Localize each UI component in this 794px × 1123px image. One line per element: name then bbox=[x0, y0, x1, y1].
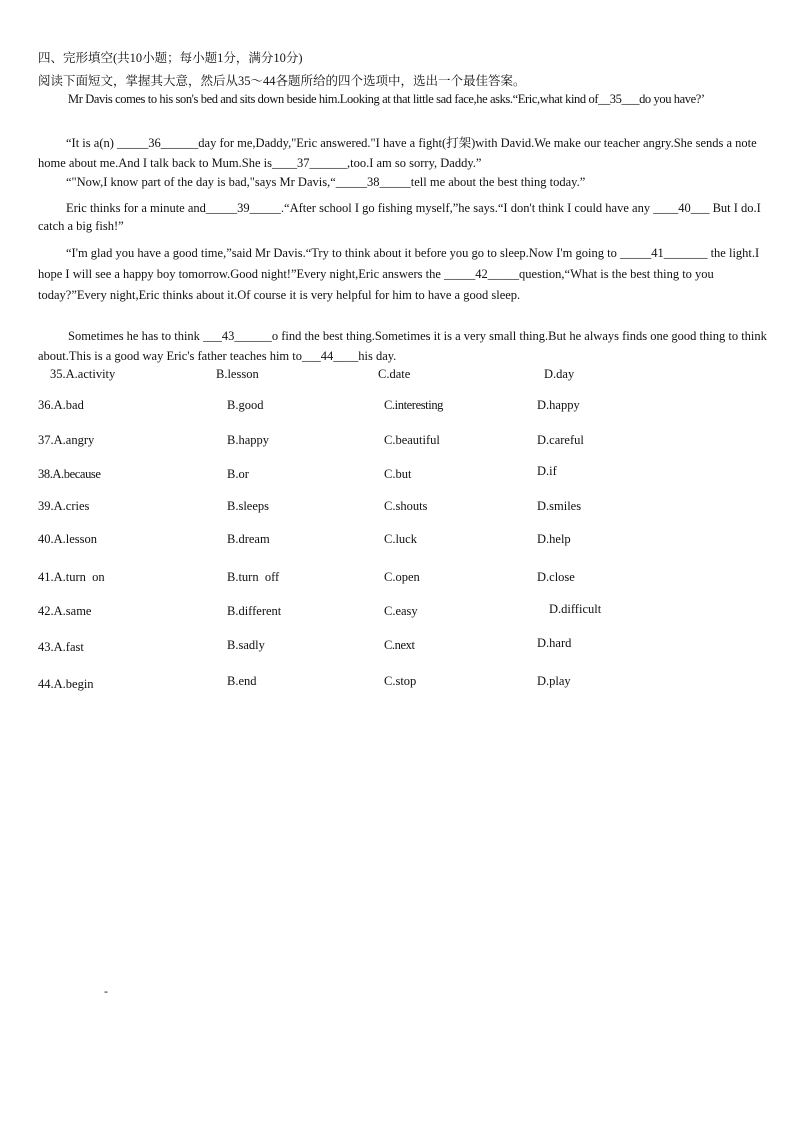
blank-42: _____42_____ bbox=[444, 267, 520, 281]
option-row-38 bbox=[0, 464, 794, 485]
passage-text: o find the best thing.Sometimes it is a very small thing.But he always finds one good thing to think about.This is a good way Eric's father teaches him to bbox=[38, 329, 767, 363]
option-c: C.interesting bbox=[384, 398, 444, 412]
option-a: 41.A.turn on bbox=[38, 570, 105, 584]
passage-text: tell me about the best thing today.” bbox=[410, 175, 586, 189]
option-d: D.help bbox=[537, 532, 571, 546]
option-c: C.date bbox=[378, 367, 411, 381]
option-row-41 bbox=[0, 570, 794, 588]
passage-text: “"Now,I know part of the day is bad,"says Mr Davis,“ bbox=[66, 175, 336, 189]
option-b: B.turn off bbox=[227, 570, 280, 584]
footer-mark: - bbox=[104, 984, 108, 998]
passage-paragraph-4 bbox=[38, 199, 783, 235]
option-a: 37.A.angry bbox=[38, 433, 95, 447]
option-b: B.different bbox=[227, 604, 282, 618]
option-d: D.difficult bbox=[549, 602, 602, 616]
option-b: B.sleeps bbox=[227, 499, 270, 513]
option-c: C.shouts bbox=[384, 499, 428, 513]
option-d: D.play bbox=[537, 674, 571, 688]
option-a: 36.A.bad bbox=[38, 398, 84, 412]
option-row-40 bbox=[0, 532, 794, 550]
blank-38: _____38_____ bbox=[335, 175, 411, 189]
option-d: D.hard bbox=[537, 636, 572, 650]
passage-paragraph-3 bbox=[38, 174, 783, 190]
passage-paragraph-2 bbox=[38, 133, 783, 173]
option-b: B.good bbox=[227, 398, 264, 412]
blank-43: ___43______ bbox=[203, 329, 272, 343]
option-c: C.easy bbox=[384, 604, 418, 618]
section-title: 四、完形填空(共10小题；每小题1分，满分10分) bbox=[38, 51, 303, 65]
option-d: D.happy bbox=[537, 398, 580, 412]
blank-40: ____40___ bbox=[653, 201, 710, 215]
passage-text: But I do.I catch a big fish!” bbox=[38, 201, 761, 233]
blank-44: ___44____ bbox=[301, 349, 359, 363]
passage-paragraph-6 bbox=[38, 326, 783, 366]
option-a: 35.A.activity bbox=[50, 367, 116, 381]
option-a: 38.A.because bbox=[38, 467, 101, 481]
passage-text: “It is a(n) bbox=[66, 136, 114, 150]
option-b: B.or bbox=[227, 467, 249, 481]
passage-text: day for me,Daddy,"Eric answered."I have a fight(打架)with David.We make our teacher angry.She sends a note home about me.And I talk back to Mum.She is bbox=[38, 136, 757, 170]
option-row-39 bbox=[0, 499, 794, 517]
blank-35: __35___ bbox=[598, 92, 640, 106]
option-c: C.next bbox=[384, 638, 415, 652]
option-a: 43.A.fast bbox=[38, 640, 84, 654]
option-a: 39.A.cries bbox=[38, 499, 90, 513]
option-c: C.stop bbox=[384, 674, 417, 688]
passage-text: Mr Davis comes to his son's bed and sits down beside him.Looking at that little sad face,he asks.“Eric,what kind of bbox=[68, 92, 599, 106]
option-a: 42.A.same bbox=[38, 604, 92, 618]
option-d: D.close bbox=[537, 570, 575, 584]
passage-text: .“After school I go fishing myself,”he says.“I don't think I could have any bbox=[280, 201, 651, 215]
passage-paragraph-5 bbox=[38, 243, 783, 306]
option-row-42 bbox=[0, 604, 794, 622]
passage-text: the light.I hope I will see a happy boy tomorrow.Good night!”Every night,Eric answers the bbox=[38, 246, 760, 281]
option-b: B.end bbox=[227, 674, 257, 688]
option-c: C.beautiful bbox=[384, 433, 440, 447]
option-row-35 bbox=[0, 367, 794, 385]
option-a: 44.A.begin bbox=[38, 677, 94, 691]
option-d: D.smiles bbox=[537, 499, 582, 513]
option-row-37 bbox=[0, 433, 794, 451]
passage-text: Sometimes he has to think bbox=[68, 329, 200, 343]
option-row-44 bbox=[0, 674, 794, 692]
option-row-43 bbox=[0, 638, 794, 656]
option-c: C.but bbox=[384, 467, 412, 481]
option-b: B.happy bbox=[227, 433, 270, 447]
passage-text: do you have?’ bbox=[639, 92, 705, 106]
option-a: 40.A.lesson bbox=[38, 532, 98, 546]
blank-41: _____41_______ bbox=[619, 246, 708, 260]
passage-text: “I'm glad you have a good time,”said Mr Davis.“Try to think about it before you go to sleep.Now I'm going to bbox=[66, 246, 617, 260]
option-b: B.sadly bbox=[227, 638, 265, 652]
blank-39: _____39_____ bbox=[205, 201, 281, 215]
passage-paragraph-1 bbox=[38, 91, 783, 107]
passage-text: ,too.I am so sorry, Daddy.” bbox=[347, 156, 482, 170]
passage-text: his day. bbox=[358, 349, 397, 363]
section-instruction: 阅读下面短文，掌握其大意，然后从35～44各题所给的四个选项中，选出一个最佳答案。 bbox=[38, 74, 526, 88]
option-b: B.lesson bbox=[216, 367, 259, 381]
option-d: D.day bbox=[544, 367, 575, 381]
blank-36: _____36______ bbox=[117, 136, 199, 150]
option-row-36 bbox=[0, 398, 794, 416]
option-d: D.if bbox=[537, 464, 557, 478]
blank-37: ____37______ bbox=[272, 156, 347, 170]
passage-text: question,“What is the best thing to you today?”Every night,Eric thinks about it.Of course it is very helpful for him to have a good sleep. bbox=[38, 267, 714, 302]
option-c: C.open bbox=[384, 570, 420, 584]
option-d: D.careful bbox=[537, 433, 584, 447]
passage-text: Eric thinks for a minute and bbox=[66, 201, 206, 215]
option-c: C.luck bbox=[384, 532, 417, 546]
option-b: B.dream bbox=[227, 532, 270, 546]
